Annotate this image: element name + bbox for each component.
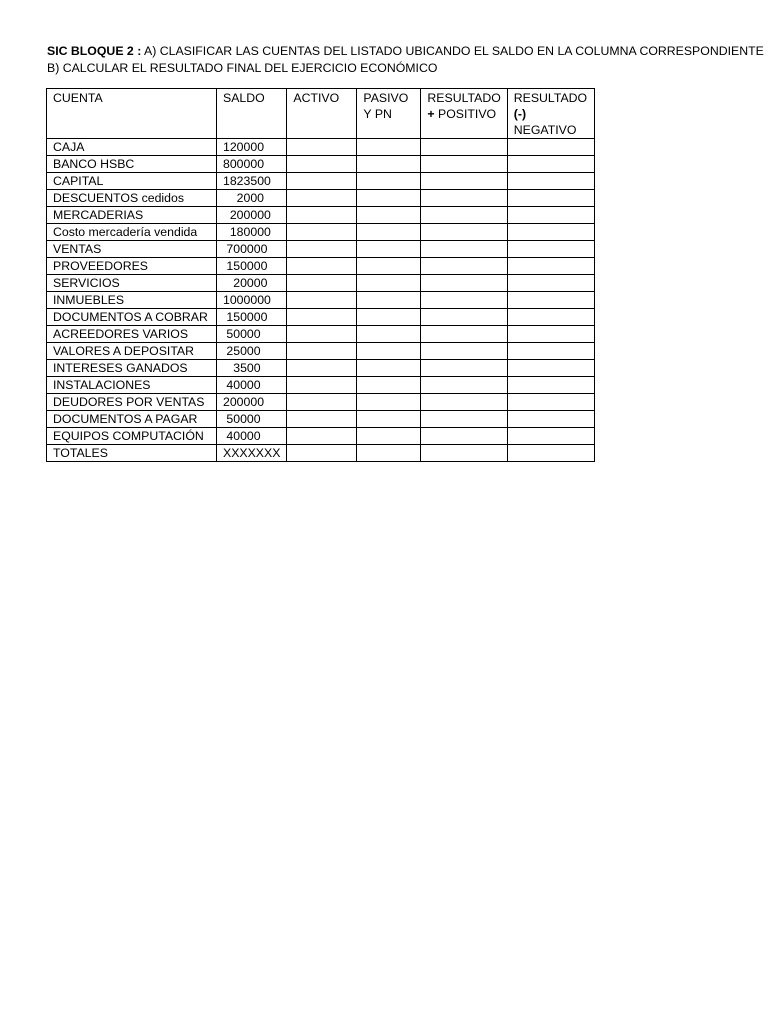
cell-pasivo-pn[interactable] bbox=[357, 394, 421, 411]
cell-resultado-positivo[interactable] bbox=[421, 428, 507, 445]
cell-resultado-negativo[interactable] bbox=[507, 411, 594, 428]
cell-pasivo-pn[interactable] bbox=[357, 292, 421, 309]
cell-pasivo-pn[interactable] bbox=[357, 343, 421, 360]
cell-resultado-negativo[interactable] bbox=[507, 207, 594, 224]
minus-sign: (-) bbox=[513, 107, 527, 121]
cell-saldo: 3500 bbox=[217, 360, 287, 377]
table-row bbox=[47, 360, 595, 377]
instructions bbox=[47, 43, 764, 77]
instruction-b: B) CALCULAR EL RESULTADO FINAL DEL EJERCICIO ECONÓMICO bbox=[47, 61, 438, 75]
cell-cuenta: DESCUENTOS cedidos bbox=[47, 190, 217, 207]
table-row bbox=[47, 411, 595, 428]
cell-resultado-positivo[interactable] bbox=[421, 173, 507, 190]
table-row bbox=[47, 292, 595, 309]
table-row bbox=[47, 343, 595, 360]
table-row bbox=[47, 241, 595, 258]
cell-saldo: 120000 bbox=[217, 139, 287, 156]
table-header-row bbox=[47, 89, 595, 139]
cell-saldo: 150000 bbox=[217, 309, 287, 326]
header-cuenta: CUENTA bbox=[47, 89, 217, 139]
header-resultado-negativo-a: RESULTADO bbox=[513, 91, 588, 105]
block-title: SIC BLOQUE 2 : bbox=[47, 44, 142, 58]
table-row bbox=[47, 207, 595, 224]
cell-cuenta: DOCUMENTOS A PAGAR bbox=[47, 411, 217, 428]
cell-resultado-negativo[interactable] bbox=[507, 326, 594, 343]
cell-activo[interactable] bbox=[287, 360, 357, 377]
header-saldo: SALDO bbox=[217, 89, 287, 139]
header-resultado-positivo-a: RESULTADO bbox=[427, 91, 501, 105]
table-row bbox=[47, 156, 595, 173]
cell-pasivo-pn[interactable] bbox=[357, 411, 421, 428]
cell-cuenta: CAJA bbox=[47, 139, 217, 156]
cell-pasivo-pn[interactable] bbox=[357, 377, 421, 394]
cell-saldo: 200000 bbox=[217, 394, 287, 411]
table-row bbox=[47, 445, 595, 462]
cell-resultado-negativo[interactable] bbox=[507, 309, 594, 326]
cell-activo[interactable] bbox=[287, 309, 357, 326]
table-row bbox=[47, 139, 595, 156]
cell-pasivo-pn[interactable] bbox=[357, 258, 421, 275]
cell-activo[interactable] bbox=[287, 275, 357, 292]
cell-resultado-negativo[interactable] bbox=[507, 241, 594, 258]
cell-saldo: 200000 bbox=[217, 207, 287, 224]
table-row bbox=[47, 394, 595, 411]
cell-activo[interactable] bbox=[287, 394, 357, 411]
cell-saldo: XXXXXXX bbox=[217, 445, 287, 462]
cell-resultado-negativo[interactable] bbox=[507, 224, 594, 241]
cell-activo[interactable] bbox=[287, 445, 357, 462]
table-row bbox=[47, 258, 595, 275]
cell-resultado-negativo[interactable] bbox=[507, 394, 594, 411]
cell-activo[interactable] bbox=[287, 224, 357, 241]
cell-saldo: 40000 bbox=[217, 428, 287, 445]
cell-activo[interactable] bbox=[287, 241, 357, 258]
cell-resultado-negativo[interactable] bbox=[507, 360, 594, 377]
cell-resultado-positivo[interactable] bbox=[421, 258, 507, 275]
accounts-table bbox=[46, 88, 595, 462]
header-resultado-positivo-b: POSITIVO bbox=[434, 107, 497, 121]
table-row bbox=[47, 275, 595, 292]
table-row bbox=[47, 428, 595, 445]
cell-resultado-positivo[interactable] bbox=[421, 343, 507, 360]
cell-pasivo-pn[interactable] bbox=[357, 190, 421, 207]
cell-activo[interactable] bbox=[287, 190, 357, 207]
cell-cuenta: INTERESES GANADOS bbox=[47, 360, 217, 377]
cell-saldo: 50000 bbox=[217, 411, 287, 428]
table-row bbox=[47, 309, 595, 326]
cell-resultado-negativo[interactable] bbox=[507, 173, 594, 190]
header-pasivo-pn: PASIVO Y PN bbox=[357, 89, 421, 139]
instruction-a: A) CLASIFICAR LAS CUENTAS DEL LISTADO UBICANDO EL SALDO EN LA COLUMNA CORRESPONDIENTE bbox=[141, 44, 764, 58]
plus-sign: + bbox=[427, 107, 435, 121]
cell-resultado-positivo[interactable] bbox=[421, 190, 507, 207]
cell-resultado-negativo[interactable] bbox=[507, 156, 594, 173]
cell-resultado-positivo[interactable] bbox=[421, 207, 507, 224]
cell-cuenta: ACREEDORES VARIOS bbox=[47, 326, 217, 343]
cell-saldo: 40000 bbox=[217, 377, 287, 394]
header-resultado-negativo-b: NEGATIVO bbox=[513, 123, 577, 137]
cell-resultado-negativo[interactable] bbox=[507, 428, 594, 445]
cell-resultado-positivo[interactable] bbox=[421, 292, 507, 309]
cell-resultado-positivo[interactable] bbox=[421, 411, 507, 428]
cell-pasivo-pn[interactable] bbox=[357, 207, 421, 224]
cell-cuenta: MERCADERIAS bbox=[47, 207, 217, 224]
cell-pasivo-pn[interactable] bbox=[357, 275, 421, 292]
cell-pasivo-pn[interactable] bbox=[357, 326, 421, 343]
cell-pasivo-pn[interactable] bbox=[357, 241, 421, 258]
cell-resultado-negativo[interactable] bbox=[507, 292, 594, 309]
header-resultado-positivo bbox=[421, 89, 507, 139]
cell-activo[interactable] bbox=[287, 377, 357, 394]
cell-resultado-positivo[interactable] bbox=[421, 360, 507, 377]
cell-activo[interactable] bbox=[287, 156, 357, 173]
cell-activo[interactable] bbox=[287, 292, 357, 309]
cell-saldo: 20000 bbox=[217, 275, 287, 292]
table-row bbox=[47, 326, 595, 343]
cell-activo[interactable] bbox=[287, 411, 357, 428]
cell-resultado-positivo[interactable] bbox=[421, 377, 507, 394]
cell-saldo: 1823500 bbox=[217, 173, 287, 190]
cell-resultado-positivo[interactable] bbox=[421, 241, 507, 258]
cell-resultado-negativo[interactable] bbox=[507, 445, 594, 462]
cell-cuenta: Costo mercadería vendida bbox=[47, 224, 217, 241]
cell-activo[interactable] bbox=[287, 207, 357, 224]
cell-saldo: 800000 bbox=[217, 156, 287, 173]
cell-resultado-positivo[interactable] bbox=[421, 139, 507, 156]
cell-resultado-positivo[interactable] bbox=[421, 309, 507, 326]
cell-cuenta: DOCUMENTOS A COBRAR bbox=[47, 309, 217, 326]
cell-saldo: 150000 bbox=[217, 258, 287, 275]
table-row bbox=[47, 377, 595, 394]
cell-pasivo-pn[interactable] bbox=[357, 445, 421, 462]
cell-resultado-positivo[interactable] bbox=[421, 224, 507, 241]
cell-resultado-positivo[interactable] bbox=[421, 394, 507, 411]
cell-activo[interactable] bbox=[287, 139, 357, 156]
cell-pasivo-pn[interactable] bbox=[357, 309, 421, 326]
cell-resultado-negativo[interactable] bbox=[507, 258, 594, 275]
cell-saldo: 180000 bbox=[217, 224, 287, 241]
cell-pasivo-pn[interactable] bbox=[357, 360, 421, 377]
cell-cuenta: PROVEEDORES bbox=[47, 258, 217, 275]
cell-saldo: 1000000 bbox=[217, 292, 287, 309]
cell-cuenta: INMUEBLES bbox=[47, 292, 217, 309]
cell-activo[interactable] bbox=[287, 258, 357, 275]
cell-pasivo-pn[interactable] bbox=[357, 224, 421, 241]
cell-pasivo-pn[interactable] bbox=[357, 139, 421, 156]
cell-cuenta: BANCO HSBC bbox=[47, 156, 217, 173]
instruction-line-a bbox=[47, 43, 764, 60]
cell-saldo: 50000 bbox=[217, 326, 287, 343]
cell-resultado-negativo[interactable] bbox=[507, 343, 594, 360]
header-resultado-negativo bbox=[507, 89, 594, 139]
cell-pasivo-pn[interactable] bbox=[357, 156, 421, 173]
cell-cuenta: INSTALACIONES bbox=[47, 377, 217, 394]
cell-cuenta: EQUIPOS COMPUTACIÓN bbox=[47, 428, 217, 445]
cell-activo[interactable] bbox=[287, 326, 357, 343]
cell-resultado-negativo[interactable] bbox=[507, 190, 594, 207]
cell-saldo: 700000 bbox=[217, 241, 287, 258]
cell-resultado-positivo[interactable] bbox=[421, 275, 507, 292]
cell-cuenta: CAPITAL bbox=[47, 173, 217, 190]
cell-activo[interactable] bbox=[287, 428, 357, 445]
cell-cuenta: VALORES A DEPOSITAR bbox=[47, 343, 217, 360]
header-activo: ACTIVO bbox=[287, 89, 357, 139]
cell-resultado-negativo[interactable] bbox=[507, 139, 594, 156]
cell-cuenta: TOTALES bbox=[47, 445, 217, 462]
cell-pasivo-pn[interactable] bbox=[357, 428, 421, 445]
cell-activo[interactable] bbox=[287, 343, 357, 360]
cell-saldo: 2000 bbox=[217, 190, 287, 207]
cell-cuenta: SERVICIOS bbox=[47, 275, 217, 292]
table-row bbox=[47, 190, 595, 207]
table-row bbox=[47, 224, 595, 241]
cell-resultado-positivo[interactable] bbox=[421, 156, 507, 173]
cell-cuenta: DEUDORES POR VENTAS bbox=[47, 394, 217, 411]
cell-resultado-positivo[interactable] bbox=[421, 445, 507, 462]
cell-resultado-positivo[interactable] bbox=[421, 326, 507, 343]
cell-activo[interactable] bbox=[287, 173, 357, 190]
cell-cuenta: VENTAS bbox=[47, 241, 217, 258]
cell-resultado-negativo[interactable] bbox=[507, 377, 594, 394]
cell-pasivo-pn[interactable] bbox=[357, 173, 421, 190]
cell-saldo: 25000 bbox=[217, 343, 287, 360]
cell-resultado-negativo[interactable] bbox=[507, 275, 594, 292]
table-row bbox=[47, 173, 595, 190]
